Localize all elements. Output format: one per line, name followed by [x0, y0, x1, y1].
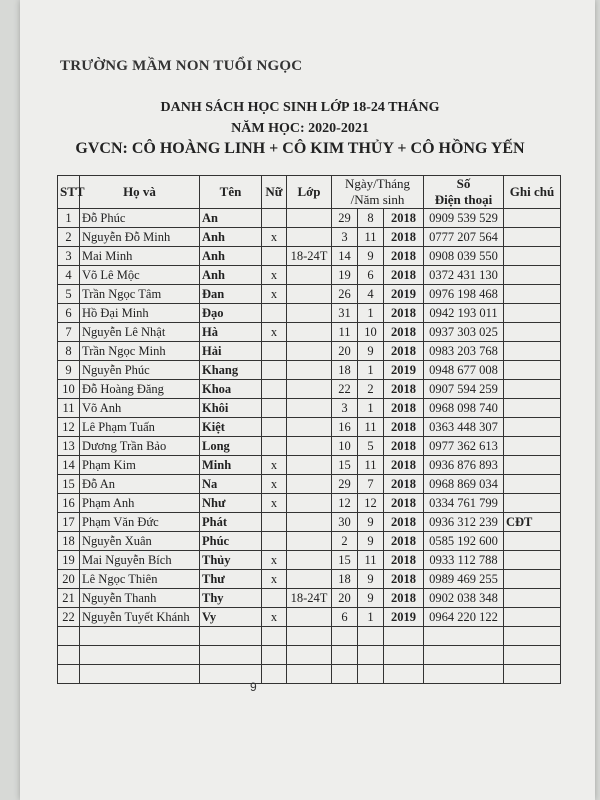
cell-month: 9: [358, 589, 384, 608]
cell-note: [504, 323, 561, 342]
table-row: [58, 551, 561, 570]
cell-phone: 0363 448 307: [424, 418, 504, 437]
cell-year: 2018: [384, 589, 424, 608]
cell-lop: [287, 361, 332, 380]
cell-day: 26: [332, 285, 358, 304]
cell-nu: [262, 532, 287, 551]
table-row: [58, 209, 561, 228]
cell-ten: Khang: [200, 361, 262, 380]
cell-lop: [287, 304, 332, 323]
cell-day: 18: [332, 570, 358, 589]
cell-ten: An: [200, 209, 262, 228]
cell-ho: Đỗ Phúc: [80, 209, 200, 228]
cell-lop: [287, 551, 332, 570]
cell-ten: Phát: [200, 513, 262, 532]
cell-year: 2019: [384, 608, 424, 627]
cell-nu: x: [262, 285, 287, 304]
header-namsinh: /Năm sinh: [332, 192, 424, 209]
cell-lop: [287, 399, 332, 418]
header-stt: STT: [58, 176, 80, 209]
cell-ho: Nguyễn Đỗ Minh: [80, 228, 200, 247]
empty-cell: [80, 646, 200, 665]
cell-month: 11: [358, 418, 384, 437]
cell-month: 2: [358, 380, 384, 399]
cell-stt: 17: [58, 513, 80, 532]
cell-note: [504, 247, 561, 266]
cell-phone: 0933 112 788: [424, 551, 504, 570]
cell-day: 19: [332, 266, 358, 285]
table-row: [58, 399, 561, 418]
empty-cell: [384, 646, 424, 665]
empty-cell: [58, 627, 80, 646]
list-title: DANH SÁCH HỌC SINH LỚP 18-24 THÁNG: [160, 100, 440, 115]
cell-day: 31: [332, 304, 358, 323]
table-row: [58, 608, 561, 627]
cell-month: 11: [358, 551, 384, 570]
cell-stt: 21: [58, 589, 80, 608]
cell-month: 9: [358, 342, 384, 361]
empty-cell: [80, 627, 200, 646]
cell-note: [504, 437, 561, 456]
empty-cell: [58, 665, 80, 684]
cell-nu: x: [262, 608, 287, 627]
empty-cell: [332, 646, 358, 665]
cell-ho: Phạm Anh: [80, 494, 200, 513]
cell-month: 5: [358, 437, 384, 456]
student-table: [57, 175, 561, 684]
cell-month: 1: [358, 361, 384, 380]
cell-lop: [287, 494, 332, 513]
cell-ten: Anh: [200, 247, 262, 266]
cell-note: [504, 418, 561, 437]
cell-year: 2018: [384, 209, 424, 228]
empty-row: [58, 646, 561, 665]
cell-month: 6: [358, 266, 384, 285]
empty-row: [58, 627, 561, 646]
cell-ho: Trần Ngọc Tâm: [80, 285, 200, 304]
teachers-line: GVCN: CÔ HOÀNG LINH + CÔ KIM THỦY + CÔ HỒNG YẾN: [75, 140, 525, 157]
table-row: [58, 342, 561, 361]
cell-nu: [262, 361, 287, 380]
empty-cell: [80, 665, 200, 684]
cell-note: [504, 285, 561, 304]
cell-note: [504, 399, 561, 418]
cell-day: 12: [332, 494, 358, 513]
empty-cell: [358, 627, 384, 646]
cell-day: 3: [332, 399, 358, 418]
cell-ten: Đạo: [200, 304, 262, 323]
cell-phone: 0902 038 348: [424, 589, 504, 608]
cell-month: 11: [358, 456, 384, 475]
cell-ho: Dương Trần Bảo: [80, 437, 200, 456]
cell-stt: 3: [58, 247, 80, 266]
cell-year: 2018: [384, 247, 424, 266]
table-row: [58, 361, 561, 380]
empty-cell: [287, 627, 332, 646]
cell-ten: Thủy: [200, 551, 262, 570]
cell-year: 2018: [384, 532, 424, 551]
cell-day: 20: [332, 589, 358, 608]
cell-ten: Anh: [200, 266, 262, 285]
cell-month: 7: [358, 475, 384, 494]
cell-ten: Khoa: [200, 380, 262, 399]
cell-ho: Lê Phạm Tuấn: [80, 418, 200, 437]
empty-cell: [504, 665, 561, 684]
cell-day: 14: [332, 247, 358, 266]
cell-phone: 0937 303 025: [424, 323, 504, 342]
cell-lop: [287, 513, 332, 532]
cell-month: 9: [358, 570, 384, 589]
header-nu: Nữ: [262, 176, 287, 209]
cell-lop: [287, 266, 332, 285]
cell-note: [504, 342, 561, 361]
empty-cell: [358, 646, 384, 665]
cell-stt: 18: [58, 532, 80, 551]
cell-nu: [262, 437, 287, 456]
cell-stt: 10: [58, 380, 80, 399]
cell-note: [504, 551, 561, 570]
empty-cell: [332, 665, 358, 684]
cell-lop: [287, 532, 332, 551]
cell-ho: Nguyễn Thanh: [80, 589, 200, 608]
cell-year: 2018: [384, 513, 424, 532]
cell-phone: 0909 539 529: [424, 209, 504, 228]
school-year: NĂM HỌC: 2020-2021: [231, 121, 369, 136]
cell-nu: x: [262, 456, 287, 475]
cell-ten: Minh: [200, 456, 262, 475]
cell-stt: 22: [58, 608, 80, 627]
cell-note: [504, 380, 561, 399]
cell-nu: x: [262, 228, 287, 247]
cell-ten: Thư: [200, 570, 262, 589]
cell-ho: Phạm Kim: [80, 456, 200, 475]
cell-year: 2019: [384, 285, 424, 304]
cell-lop: [287, 342, 332, 361]
cell-nu: x: [262, 570, 287, 589]
cell-day: 11: [332, 323, 358, 342]
table-row: [58, 570, 561, 589]
cell-lop: [287, 570, 332, 589]
cell-day: 3: [332, 228, 358, 247]
cell-nu: x: [262, 494, 287, 513]
cell-nu: x: [262, 266, 287, 285]
empty-cell: [58, 646, 80, 665]
empty-cell: [424, 646, 504, 665]
cell-phone: 0585 192 600: [424, 532, 504, 551]
cell-phone: 0907 594 259: [424, 380, 504, 399]
table-row: [58, 266, 561, 285]
empty-cell: [200, 627, 262, 646]
cell-phone: 0908 039 550: [424, 247, 504, 266]
cell-ho: Đỗ Hoàng Đăng: [80, 380, 200, 399]
cell-year: 2018: [384, 475, 424, 494]
header-ho: Họ và: [80, 176, 200, 209]
cell-phone: 0977 362 613: [424, 437, 504, 456]
cell-phone: 0964 220 122: [424, 608, 504, 627]
cell-note: [504, 228, 561, 247]
cell-phone: 0942 193 011: [424, 304, 504, 323]
cell-day: 2: [332, 532, 358, 551]
cell-year: 2018: [384, 304, 424, 323]
cell-lop: [287, 456, 332, 475]
table-body: [58, 209, 561, 684]
cell-year: 2018: [384, 456, 424, 475]
cell-lop: [287, 285, 332, 304]
cell-day: 15: [332, 551, 358, 570]
cell-nu: [262, 304, 287, 323]
cell-ten: Anh: [200, 228, 262, 247]
cell-year: 2018: [384, 228, 424, 247]
cell-nu: [262, 209, 287, 228]
cell-ho: Nguyễn Lê Nhật: [80, 323, 200, 342]
cell-ho: Mai Minh: [80, 247, 200, 266]
cell-note: [504, 304, 561, 323]
table-row: [58, 494, 561, 513]
cell-lop: [287, 323, 332, 342]
cell-note: [504, 494, 561, 513]
empty-cell: [200, 646, 262, 665]
header-ghichu: Ghi chú: [504, 176, 561, 209]
cell-stt: 6: [58, 304, 80, 323]
cell-day: 6: [332, 608, 358, 627]
table-row: [58, 228, 561, 247]
table-row: [58, 532, 561, 551]
cell-ho: Nguyễn Tuyết Khánh: [80, 608, 200, 627]
empty-cell: [287, 646, 332, 665]
header-ngay: Ngày/Tháng: [332, 176, 424, 193]
cell-day: 20: [332, 342, 358, 361]
cell-note: CĐT: [504, 513, 561, 532]
cell-phone: 0936 876 893: [424, 456, 504, 475]
cell-ten: Na: [200, 475, 262, 494]
header-dienthoai: Điện thoại: [424, 192, 504, 209]
cell-ten: Kiệt: [200, 418, 262, 437]
cell-stt: 4: [58, 266, 80, 285]
cell-stt: 20: [58, 570, 80, 589]
cell-month: 9: [358, 513, 384, 532]
cell-nu: [262, 589, 287, 608]
empty-cell: [424, 627, 504, 646]
cell-ten: Phúc: [200, 532, 262, 551]
empty-cell: [262, 665, 287, 684]
cell-stt: 14: [58, 456, 80, 475]
table-header-row: [58, 176, 561, 193]
cell-nu: [262, 342, 287, 361]
empty-cell: [424, 665, 504, 684]
cell-lop: [287, 380, 332, 399]
cell-ho: Trần Ngọc Minh: [80, 342, 200, 361]
cell-phone: 0989 469 255: [424, 570, 504, 589]
cell-ho: Lê Ngọc Thiên: [80, 570, 200, 589]
cell-ho: Đỗ An: [80, 475, 200, 494]
cell-nu: x: [262, 551, 287, 570]
table-row: [58, 323, 561, 342]
cell-month: 9: [358, 532, 384, 551]
cell-year: 2018: [384, 399, 424, 418]
table-row: [58, 589, 561, 608]
cell-year: 2018: [384, 342, 424, 361]
cell-phone: 0777 207 564: [424, 228, 504, 247]
empty-cell: [358, 665, 384, 684]
school-name: TRƯỜNG MẦM NON TUỔI NGỌC: [60, 58, 303, 74]
cell-lop: 18-24T: [287, 589, 332, 608]
cell-ho: Võ Anh: [80, 399, 200, 418]
cell-phone: 0372 431 130: [424, 266, 504, 285]
cell-nu: [262, 418, 287, 437]
cell-ho: Mai Nguyễn Bích: [80, 551, 200, 570]
cell-month: 4: [358, 285, 384, 304]
empty-row: [58, 665, 561, 684]
cell-year: 2018: [384, 266, 424, 285]
table-row: [58, 285, 561, 304]
cell-ten: Vy: [200, 608, 262, 627]
cell-stt: 15: [58, 475, 80, 494]
cell-lop: 18-24T: [287, 247, 332, 266]
cell-stt: 19: [58, 551, 80, 570]
cell-stt: 5: [58, 285, 80, 304]
cell-note: [504, 361, 561, 380]
cell-stt: 2: [58, 228, 80, 247]
cell-month: 10: [358, 323, 384, 342]
cell-month: 9: [358, 247, 384, 266]
cell-ten: Thy: [200, 589, 262, 608]
cell-stt: 12: [58, 418, 80, 437]
cell-day: 29: [332, 475, 358, 494]
cell-month: 1: [358, 608, 384, 627]
cell-lop: [287, 475, 332, 494]
cell-stt: 16: [58, 494, 80, 513]
cell-ten: Đan: [200, 285, 262, 304]
cell-day: 29: [332, 209, 358, 228]
cell-note: [504, 589, 561, 608]
cell-lop: [287, 608, 332, 627]
table-row: [58, 304, 561, 323]
cell-nu: [262, 399, 287, 418]
cell-day: 10: [332, 437, 358, 456]
empty-cell: [262, 627, 287, 646]
table-row: [58, 437, 561, 456]
table-row: [58, 247, 561, 266]
cell-note: [504, 209, 561, 228]
header-ten: Tên: [200, 176, 262, 209]
cell-ho: Hồ Đại Minh: [80, 304, 200, 323]
cell-year: 2018: [384, 323, 424, 342]
cell-phone: 0968 098 740: [424, 399, 504, 418]
table-row: [58, 475, 561, 494]
empty-cell: [504, 627, 561, 646]
cell-stt: 11: [58, 399, 80, 418]
cell-ten: Hải: [200, 342, 262, 361]
cell-stt: 13: [58, 437, 80, 456]
page-number: 9: [250, 680, 257, 694]
empty-cell: [262, 646, 287, 665]
cell-phone: 0968 869 034: [424, 475, 504, 494]
cell-day: 15: [332, 456, 358, 475]
cell-ten: Như: [200, 494, 262, 513]
cell-year: 2018: [384, 494, 424, 513]
cell-lop: [287, 209, 332, 228]
cell-phone: 0948 677 008: [424, 361, 504, 380]
cell-phone: 0983 203 768: [424, 342, 504, 361]
cell-phone: 0334 761 799: [424, 494, 504, 513]
cell-nu: [262, 247, 287, 266]
cell-year: 2018: [384, 437, 424, 456]
cell-month: 1: [358, 399, 384, 418]
cell-ten: Khôi: [200, 399, 262, 418]
cell-lop: [287, 418, 332, 437]
cell-lop: [287, 437, 332, 456]
cell-stt: 8: [58, 342, 80, 361]
cell-note: [504, 608, 561, 627]
header-lop: Lớp: [287, 176, 332, 209]
cell-nu: [262, 380, 287, 399]
cell-day: 30: [332, 513, 358, 532]
table-row: [58, 513, 561, 532]
cell-stt: 9: [58, 361, 80, 380]
table-row: [58, 456, 561, 475]
cell-month: 1: [358, 304, 384, 323]
cell-note: [504, 266, 561, 285]
cell-month: 12: [358, 494, 384, 513]
empty-cell: [287, 665, 332, 684]
cell-year: 2018: [384, 551, 424, 570]
cell-ten: Long: [200, 437, 262, 456]
cell-month: 11: [358, 228, 384, 247]
cell-ho: Nguyễn Phúc: [80, 361, 200, 380]
cell-note: [504, 456, 561, 475]
cell-phone: 0976 198 468: [424, 285, 504, 304]
cell-nu: [262, 513, 287, 532]
cell-stt: 1: [58, 209, 80, 228]
cell-year: 2019: [384, 361, 424, 380]
cell-phone: 0936 312 239: [424, 513, 504, 532]
cell-note: [504, 570, 561, 589]
cell-ten: Hà: [200, 323, 262, 342]
empty-cell: [504, 646, 561, 665]
cell-ho: Phạm Văn Đức: [80, 513, 200, 532]
cell-ho: Nguyễn Xuân: [80, 532, 200, 551]
cell-nu: x: [262, 323, 287, 342]
cell-day: 22: [332, 380, 358, 399]
cell-nu: x: [262, 475, 287, 494]
cell-year: 2018: [384, 418, 424, 437]
cell-ho: Võ Lê Mộc: [80, 266, 200, 285]
cell-year: 2018: [384, 380, 424, 399]
cell-note: [504, 475, 561, 494]
cell-month: 8: [358, 209, 384, 228]
cell-note: [504, 532, 561, 551]
cell-lop: [287, 228, 332, 247]
empty-cell: [332, 627, 358, 646]
empty-cell: [384, 627, 424, 646]
table-row: [58, 418, 561, 437]
empty-cell: [384, 665, 424, 684]
header-so: Số: [424, 176, 504, 193]
cell-stt: 7: [58, 323, 80, 342]
cell-year: 2018: [384, 570, 424, 589]
table-row: [58, 380, 561, 399]
cell-day: 18: [332, 361, 358, 380]
cell-day: 16: [332, 418, 358, 437]
